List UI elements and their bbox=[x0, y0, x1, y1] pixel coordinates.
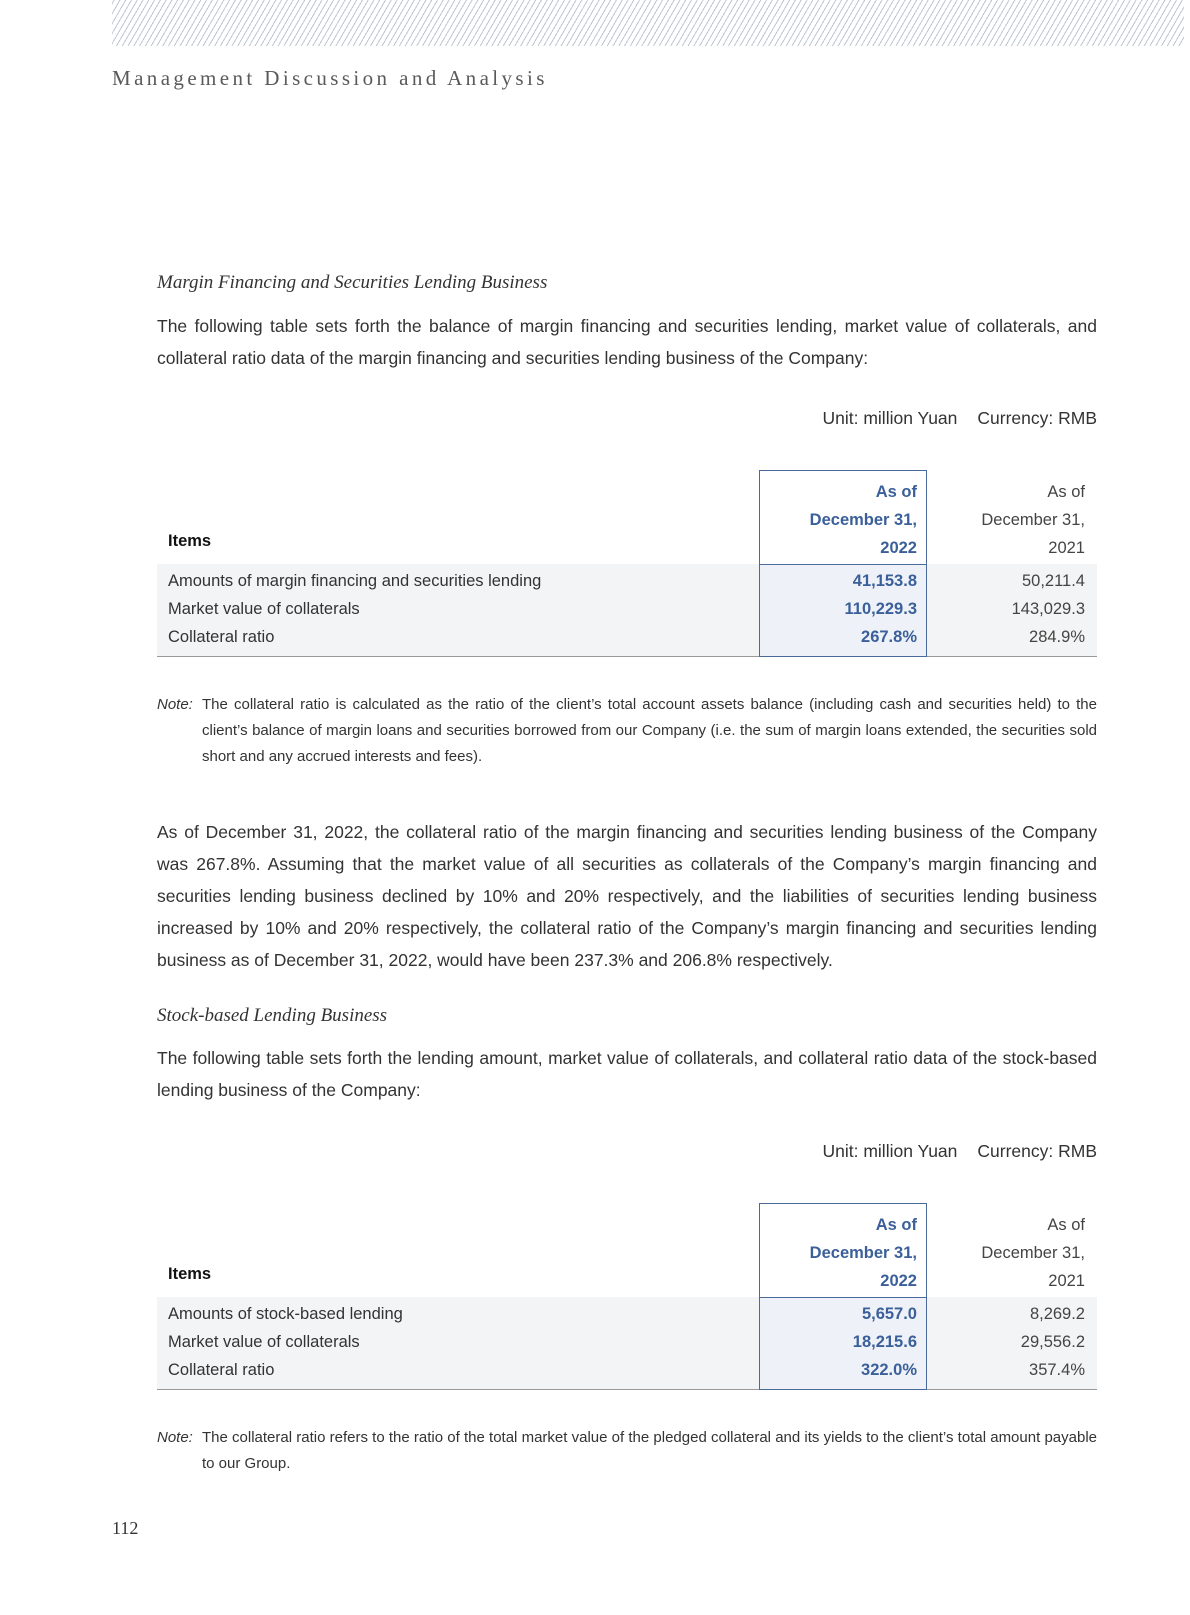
unit-label: Unit: million Yuan bbox=[822, 408, 958, 428]
table-note bbox=[157, 1425, 1097, 1477]
row-label: Market value of collaterals bbox=[168, 600, 360, 618]
col-header-line: December 31, bbox=[981, 1244, 1085, 1262]
column-header-2022 bbox=[810, 478, 917, 562]
value-2021: 50,211.4 bbox=[1021, 572, 1085, 590]
value-2021: 8,269.2 bbox=[1029, 1305, 1085, 1323]
note-label: Note: bbox=[157, 696, 193, 713]
stock-based-lending-table bbox=[157, 1203, 1097, 1390]
note-text: The collateral ratio refers to the ratio of the total market value of the pledged collateral and its yields to the client’s total amount payable to our Group. bbox=[202, 1429, 1097, 1472]
unit-currency-line bbox=[823, 1141, 1098, 1162]
table-row bbox=[157, 624, 1097, 652]
margin-financing-table bbox=[157, 470, 1097, 657]
table-note bbox=[157, 692, 1097, 770]
table-header-row bbox=[157, 1203, 1097, 1298]
col-header-line: 2021 bbox=[1048, 1272, 1085, 1290]
unit-currency-line bbox=[823, 408, 1098, 429]
section1-intro: The following table sets forth the balance of margin financing and securities lending, market value of collaterals, and collateral ratio data of the margin financing and securities lending business of the Company: bbox=[157, 316, 1097, 368]
column-header-2021 bbox=[981, 478, 1085, 562]
value-2022: 267.8% bbox=[861, 628, 917, 646]
section1-analysis: As of December 31, 2022, the collateral ratio of the margin financing and securities lending business of the Company was 267.8%. Assuming that the market value of all securities as collaterals of the Company’s margin financing and securities lending business declined by 10% and 20% respectively, and the liabilities of securities lending business increased by 10% and 20% respectively, the collateral ratio of the Company’s margin financing and securities lending business as of December 31, 2022, would have been 237.3% and 206.8% respectively. bbox=[157, 822, 1097, 970]
row-label: Collateral ratio bbox=[168, 1361, 275, 1379]
value-2021: 143,029.3 bbox=[1011, 600, 1085, 618]
items-header: Items bbox=[168, 1265, 212, 1283]
table-row bbox=[157, 596, 1097, 624]
col-header-line: December 31, bbox=[809, 511, 917, 529]
value-2021: 29,556.2 bbox=[1020, 1333, 1085, 1351]
note-text: The collateral ratio is calculated as the ratio of the client’s total account assets balance (including cash and securities held) to the client’s balance of margin loans and securities borrowed from our Company (i.e. the sum of margin loans extended, the securities sold short and any accrued interests and fees). bbox=[202, 696, 1097, 765]
section-title-margin-financing: Margin Financing and Securities Lending Business bbox=[157, 272, 548, 293]
page-content bbox=[157, 0, 1097, 1615]
col-header-line: December 31, bbox=[981, 511, 1085, 529]
col-header-line: 2022 bbox=[880, 539, 917, 557]
value-2022: 110,229.3 bbox=[844, 600, 917, 618]
table-row bbox=[157, 1301, 1097, 1329]
row-label: Collateral ratio bbox=[168, 628, 275, 646]
col-header-line: December 31, bbox=[809, 1244, 917, 1262]
table-row bbox=[157, 1357, 1097, 1385]
row-label: Market value of collaterals bbox=[168, 1333, 360, 1351]
value-2022: 41,153.8 bbox=[852, 572, 917, 590]
items-header: Items bbox=[168, 532, 212, 550]
col-header-line: As of bbox=[875, 483, 917, 501]
section2-intro: The following table sets forth the lending amount, market value of collaterals, and collateral ratio data of the stock-based lending business of the Company: bbox=[157, 1048, 1097, 1100]
col-header-line: 2022 bbox=[880, 1272, 917, 1290]
note-label: Note: bbox=[157, 1429, 193, 1446]
value-2022: 5,657.0 bbox=[861, 1305, 917, 1323]
value-2021: 357.4% bbox=[1029, 1361, 1085, 1379]
col-header-line: 2021 bbox=[1048, 539, 1085, 557]
section-title-stock-based-lending: Stock-based Lending Business bbox=[157, 1005, 388, 1026]
table-header-row bbox=[157, 470, 1097, 565]
col-header-line: As of bbox=[1047, 483, 1085, 501]
page-number: 112 bbox=[112, 1518, 139, 1538]
table-row bbox=[157, 1329, 1097, 1357]
table-row bbox=[157, 568, 1097, 596]
value-2022: 322.0% bbox=[861, 1361, 917, 1379]
currency-label: Currency: RMB bbox=[977, 408, 1097, 428]
value-2022: 18,215.6 bbox=[852, 1333, 917, 1351]
row-label: Amounts of stock-based lending bbox=[168, 1305, 403, 1323]
column-header-2022 bbox=[810, 1211, 917, 1295]
unit-label: Unit: million Yuan bbox=[822, 1141, 958, 1161]
column-header-2021 bbox=[981, 1211, 1085, 1295]
col-header-line: As of bbox=[1047, 1216, 1085, 1234]
currency-label: Currency: RMB bbox=[977, 1141, 1097, 1161]
row-label: Amounts of margin financing and securities lending bbox=[168, 572, 542, 590]
page-title: Management Discussion and Analysis bbox=[112, 66, 548, 90]
col-header-line: As of bbox=[875, 1216, 917, 1234]
value-2021: 284.9% bbox=[1029, 628, 1085, 646]
